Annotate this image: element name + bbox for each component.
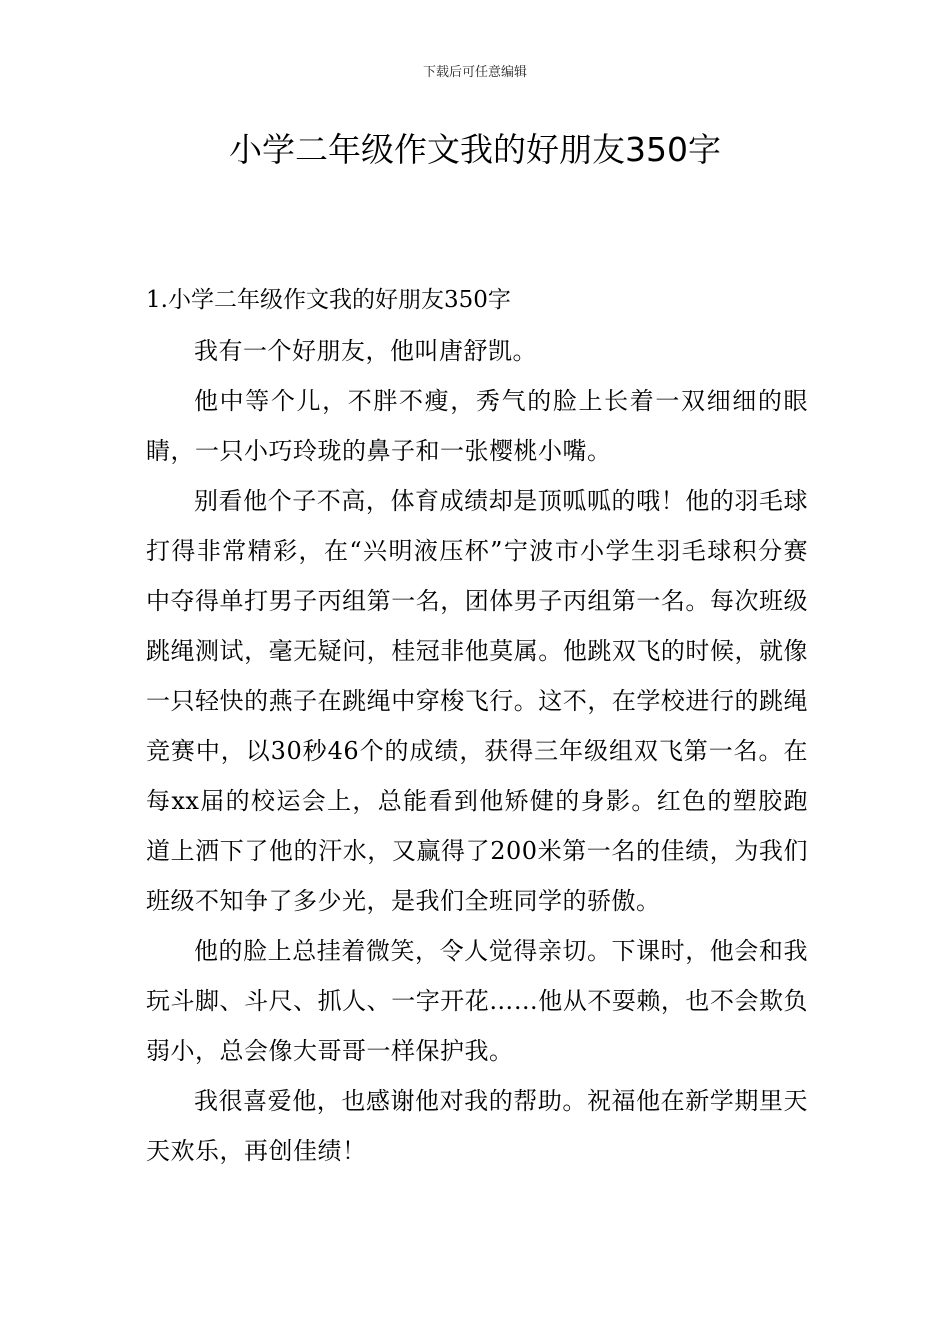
header-note: 下载后可任意编辑: [422, 65, 527, 80]
paragraph-conclusion: 我很喜爱他，也感谢他对我的帮助。祝福他在新学期里天天欢乐，再创佳绩！: [146, 1087, 808, 1165]
document-title: 小学二年级作文我的好朋友350字: [229, 130, 721, 169]
paragraph-personality: 他的脸上总挂着微笑，令人觉得亲切。下课时，他会和我玩斗脚、斗尺、抓人、一字开花……他从不耍赖，也不会欺负弱小，总会像大哥哥一样保护我。: [146, 937, 808, 1065]
paragraph-appearance: 他中等个儿，不胖不瘦，秀气的脸上长着一双细细的眼睛，一只小巧玲珑的鼻子和一张樱桃小嘴。: [146, 387, 808, 465]
paragraph-intro: 我有一个好朋友，他叫唐舒凯。: [194, 337, 537, 365]
section-heading: 1.小学二年级作文我的好朋友350字: [146, 287, 511, 313]
document-body: [146, 280, 808, 1176]
paragraph-sports: 别看他个子不高，体育成绩却是顶呱呱的哦！他的羽毛球打得非常精彩，在“兴明液压杯”宁波市小学生羽毛球积分赛中夺得单打男子丙组第一名，团体男子丙组第一名。每次班级跳绳测试，毫无疑问，桂冠非他莫属。他跳双飞的时候，就像一只轻快的燕子在跳绳中穿梭飞行。这不，在学校进行的跳绳竞赛中，以30秒46个的成绩，获得三年级组双飞第一名。在每xx届的校运会上，总能看到他矫健的身影。红色的塑胶跑道上洒下了他的汗水，又赢得了200米第一名的佳绩，为我们班级不知争了多少光，是我们全班同学的骄傲。: [146, 487, 808, 915]
